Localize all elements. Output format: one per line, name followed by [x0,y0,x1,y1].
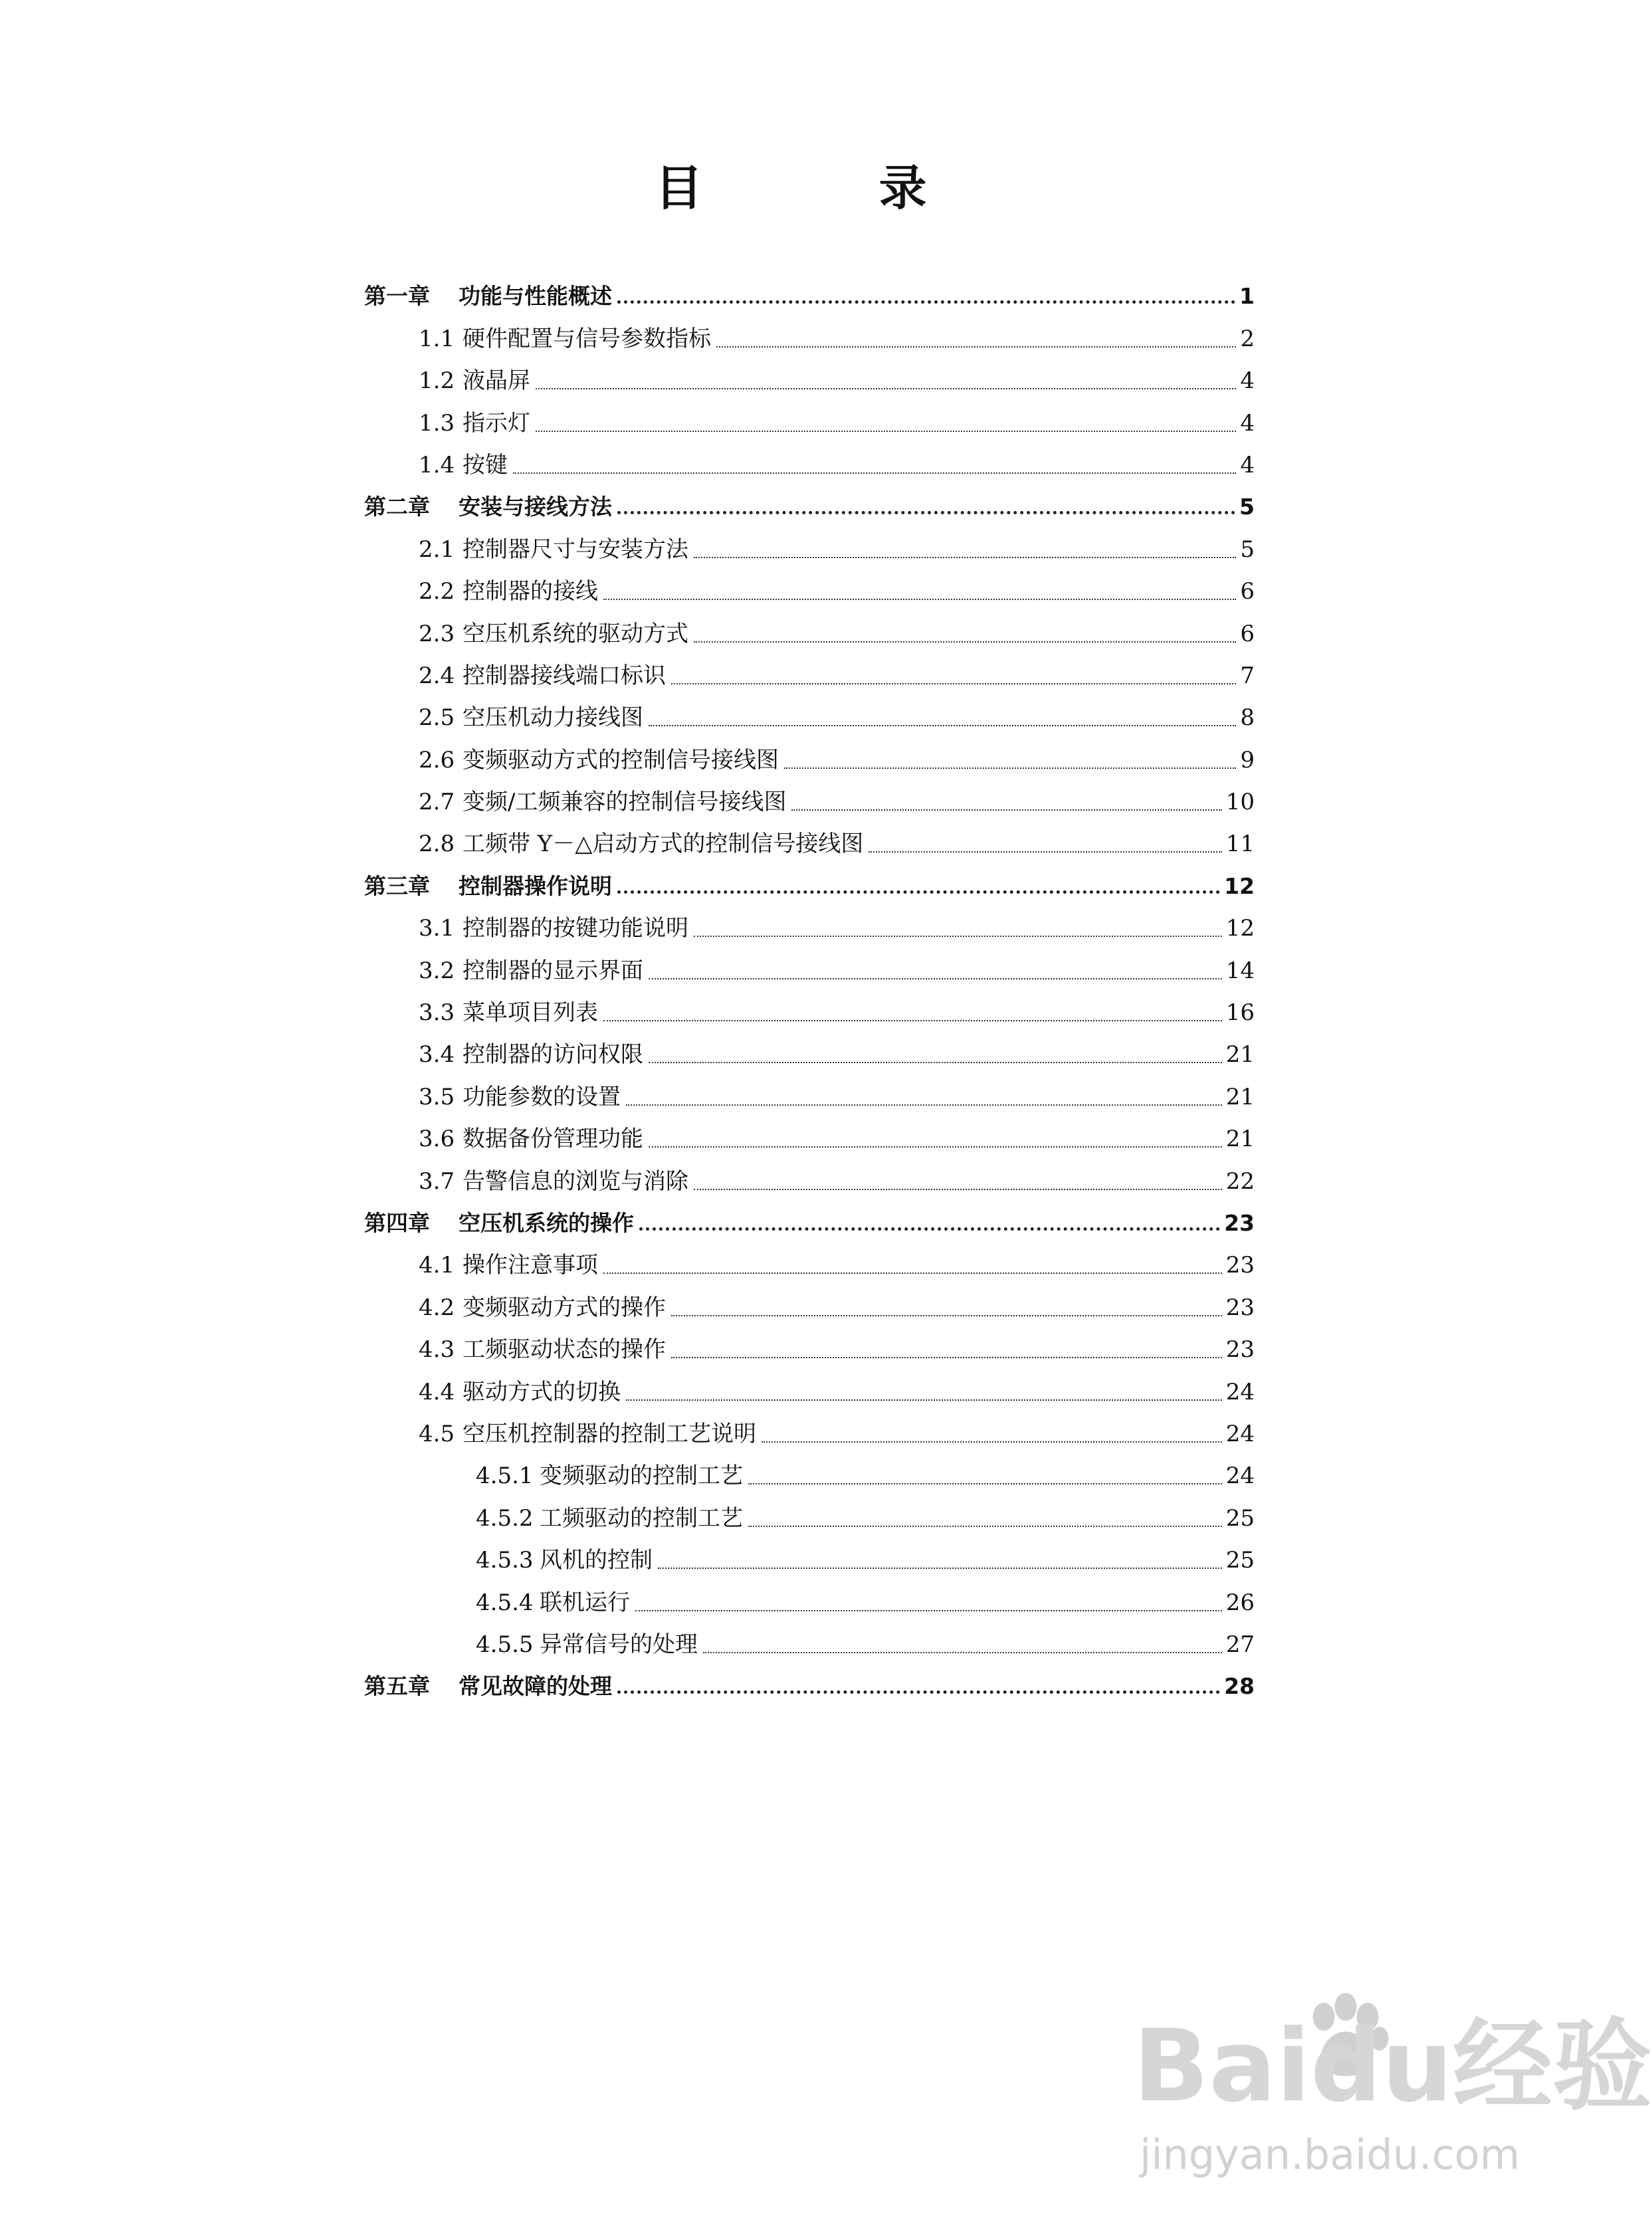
toc-entry-number: 4.4 [419,1378,455,1405]
toc-page-number: 9 [1240,746,1255,773]
toc-section-row[interactable] [364,775,1255,817]
toc-page-number: 22 [1225,1168,1255,1195]
toc-entry-number: 4.5 [419,1420,455,1447]
toc-entry-title: 操作注意事项 [463,1252,598,1279]
toc-dot-leader [671,1315,1222,1316]
toc-section-row[interactable] [364,732,1255,774]
toc-dot-leader [748,1526,1222,1527]
toc-entry-title: 按键 [463,451,508,478]
toc-dot-leader [649,1062,1222,1063]
watermark-logo-text: Baidu经验 [1133,2009,1652,2124]
toc-page-number: 2 [1240,325,1255,352]
toc-entry-title: 常见故障的处理 [459,1673,612,1700]
toc-dot-leader [536,388,1236,389]
toc-section-row[interactable] [364,901,1255,943]
toc-page-number: 4 [1240,409,1255,437]
toc-entry-title: 变频驱动的控制工艺 [540,1463,743,1490]
toc-page-number: 5 [1239,494,1255,520]
toc-dot-leader [694,557,1236,558]
toc-section-row[interactable] [364,1617,1255,1659]
toc-entry-number: 3.6 [419,1126,455,1153]
toc-dot-leader [748,1483,1222,1484]
toc-page-number: 7 [1240,662,1255,689]
toc-page-number: 23 [1225,1336,1255,1364]
toc-entry-number: 4.3 [419,1336,455,1364]
toc-entry-number: 4.5.2 [476,1504,534,1532]
toc-entry-number: 4.5.4 [476,1589,534,1616]
toc-entry-number: 3.1 [419,915,455,942]
toc-entry-title: 联机运行 [540,1589,630,1616]
toc-dot-leader [658,1568,1222,1569]
toc-section-row[interactable] [364,1069,1255,1111]
toc-entry-number: 4.5.1 [476,1463,534,1490]
toc-entry-title: 驱动方式的切换 [463,1378,621,1405]
toc-page-number: 21 [1225,1126,1255,1153]
toc-entry-title: 功能与性能概述 [459,283,612,310]
toc-dot-leader [869,851,1221,853]
toc-page-number: 8 [1240,704,1255,732]
toc-page-number: 23 [1225,1294,1255,1321]
toc-section-row[interactable] [364,606,1255,648]
toc-section-row[interactable] [364,564,1255,606]
toc-chapter-row[interactable] [364,269,1255,311]
toc-chapter-row[interactable] [364,1196,1255,1238]
toc-page-number: 14 [1225,957,1255,984]
toc-dot-leader [617,890,1220,894]
toc-entry-number: 1.2 [419,367,455,395]
toc-dot-leader [635,1610,1222,1611]
toc-page-number: 25 [1225,1504,1255,1532]
toc-dot-leader [536,431,1236,432]
toc-dot-leader [626,1399,1222,1401]
toc-section-row[interactable] [364,649,1255,690]
toc-entry-number: 2.4 [419,662,455,689]
toc-entry-number: 4.2 [419,1294,455,1321]
toc-dot-leader [617,511,1235,514]
toc-entry-number: 2.5 [419,704,455,732]
toc-entry-number: 2.3 [419,620,455,647]
toc-entry-title: 工频带 Y－△启动方式的控制信号接线图 [463,831,864,858]
toc-entry-title: 控制器接线端口标识 [463,662,666,689]
toc-page-number: 26 [1225,1589,1255,1616]
toc-entry-title: 异常信号的处理 [540,1631,698,1658]
toc-section-row[interactable] [364,1364,1255,1406]
toc-entry-number: 2.6 [419,746,455,773]
toc-dot-leader [603,1020,1222,1021]
toc-entry-title: 指示灯 [463,409,530,437]
toc-section-row[interactable] [364,395,1255,437]
toc-entry-number: 第三章 [364,872,430,899]
toc-section-row[interactable] [364,1407,1255,1449]
toc-page-number: 21 [1225,1083,1255,1110]
toc-dot-leader [791,809,1221,811]
toc-section-row[interactable] [364,1027,1255,1069]
toc-dot-leader [626,1104,1222,1106]
toc-entry-title: 控制器的显示界面 [463,957,643,984]
toc-entry-number: 第一章 [364,283,430,310]
toc-page-number: 6 [1240,578,1255,605]
toc-section-row[interactable] [364,1490,1255,1532]
toc-entry-title: 变频/工频兼容的控制信号接线图 [463,789,787,816]
toc-entry-number: 4.5.3 [476,1547,534,1574]
toc-dot-leader [649,1146,1222,1148]
toc-dot-leader [649,978,1222,979]
toc-section-row[interactable] [364,817,1255,859]
toc-dot-leader [784,767,1236,769]
toc-entry-number: 4.1 [419,1252,455,1279]
table-of-contents [364,269,1255,1701]
toc-entry-title: 控制器操作说明 [459,872,612,899]
toc-dot-leader [671,683,1236,684]
toc-section-row[interactable] [364,354,1255,395]
toc-entry-title: 空压机系统的驱动方式 [463,620,688,647]
toc-section-row[interactable] [364,1154,1255,1195]
watermark-url: jingyan.baidu.com [1140,2130,1520,2179]
toc-dot-leader [617,300,1235,304]
toc-page-number: 21 [1225,1041,1255,1068]
toc-section-row[interactable] [364,690,1255,732]
toc-entry-number: 第四章 [364,1209,430,1236]
toc-dot-leader [603,1272,1222,1274]
toc-dot-leader [617,1690,1220,1694]
toc-entry-title: 数据备份管理功能 [463,1126,643,1153]
toc-chapter-row[interactable] [364,1659,1255,1701]
toc-dot-leader [649,725,1236,726]
toc-section-row[interactable] [364,943,1255,985]
toc-dot-leader [513,472,1236,474]
toc-page-number: 6 [1240,620,1255,647]
toc-page-number: 24 [1225,1463,1255,1490]
toc-entry-title: 液晶屏 [463,367,530,395]
toc-dot-leader [762,1441,1222,1443]
toc-entry-title: 控制器的访问权限 [463,1041,643,1068]
toc-chapter-row[interactable] [364,480,1255,522]
toc-entry-number: 2.8 [419,831,455,858]
toc-section-row[interactable] [364,985,1255,1027]
toc-dot-leader [694,641,1236,643]
toc-entry-title: 菜单项目列表 [463,999,598,1027]
toc-dot-leader [694,1189,1222,1190]
toc-page-number: 16 [1225,999,1255,1027]
toc-page-number: 12 [1224,872,1255,899]
toc-entry-title: 告警信息的浏览与消除 [463,1168,688,1195]
toc-entry-number: 第二章 [364,494,430,520]
toc-entry-number: 4.5.5 [476,1631,534,1658]
toc-entry-number: 2.2 [419,578,455,605]
toc-entry-title: 控制器的按键功能说明 [463,915,688,942]
toc-page-number: 24 [1225,1420,1255,1447]
toc-section-row[interactable] [364,1449,1255,1490]
toc-dot-leader [716,346,1236,348]
toc-entry-number: 1.3 [419,409,455,437]
toc-dot-leader [694,936,1222,937]
toc-chapter-row[interactable] [364,859,1255,900]
toc-entry-number: 2.1 [419,536,455,563]
toc-entry-number: 3.2 [419,957,455,984]
toc-page-number: 4 [1240,451,1255,478]
toc-entry-number: 1.4 [419,451,455,478]
toc-entry-title: 安装与接线方法 [459,494,612,520]
page-title: 目 录 [655,160,1007,216]
toc-page-number: 5 [1240,536,1255,563]
toc-page-number: 11 [1225,831,1255,858]
toc-dot-leader [639,1227,1220,1231]
toc-section-row[interactable] [364,438,1255,480]
toc-section-row[interactable] [364,522,1255,563]
toc-page-number: 27 [1225,1631,1255,1658]
toc-section-row[interactable] [364,311,1255,353]
toc-page-number: 23 [1224,1209,1255,1236]
toc-section-row[interactable] [364,1575,1255,1617]
toc-entry-title: 控制器的接线 [463,578,598,605]
baidu-jingyan-watermark [1133,1987,1652,2186]
toc-entry-number: 3.7 [419,1168,455,1195]
toc-page-number: 24 [1225,1378,1255,1405]
toc-page-number: 10 [1225,789,1255,816]
toc-entry-number: 3.4 [419,1041,455,1068]
toc-page-number: 1 [1239,283,1255,310]
toc-page-number: 25 [1225,1547,1255,1574]
toc-entry-title: 硬件配置与信号参数指标 [463,325,711,352]
toc-entry-number: 第五章 [364,1673,430,1700]
toc-section-row[interactable] [364,1533,1255,1575]
toc-entry-title: 工频驱动的控制工艺 [540,1504,743,1532]
toc-section-row[interactable] [364,1280,1255,1322]
toc-entry-title: 控制器尺寸与安装方法 [463,536,688,563]
toc-page-number: 12 [1225,915,1255,942]
toc-page-number: 28 [1224,1673,1255,1700]
toc-entry-number: 3.3 [419,999,455,1027]
toc-dot-leader [703,1652,1222,1653]
toc-entry-title: 空压机控制器的控制工艺说明 [463,1420,756,1447]
toc-page-number: 23 [1225,1252,1255,1279]
toc-entry-title: 工频驱动状态的操作 [463,1336,666,1364]
toc-page-number: 4 [1240,367,1255,395]
toc-section-row[interactable] [364,1238,1255,1280]
toc-entry-title: 风机的控制 [540,1547,653,1574]
toc-entry-title: 变频驱动方式的操作 [463,1294,666,1321]
toc-entry-title: 空压机动力接线图 [463,704,643,732]
toc-entry-title: 功能参数的设置 [463,1083,621,1110]
toc-section-row[interactable] [364,1112,1255,1154]
toc-entry-title: 空压机系统的操作 [459,1209,634,1236]
toc-section-row[interactable] [364,1322,1255,1364]
toc-entry-number: 2.7 [419,789,455,816]
toc-entry-title: 变频驱动方式的控制信号接线图 [463,746,779,773]
toc-entry-number: 1.1 [419,325,455,352]
toc-entry-number: 3.5 [419,1083,455,1110]
toc-dot-leader [603,599,1236,600]
toc-dot-leader [671,1357,1222,1358]
